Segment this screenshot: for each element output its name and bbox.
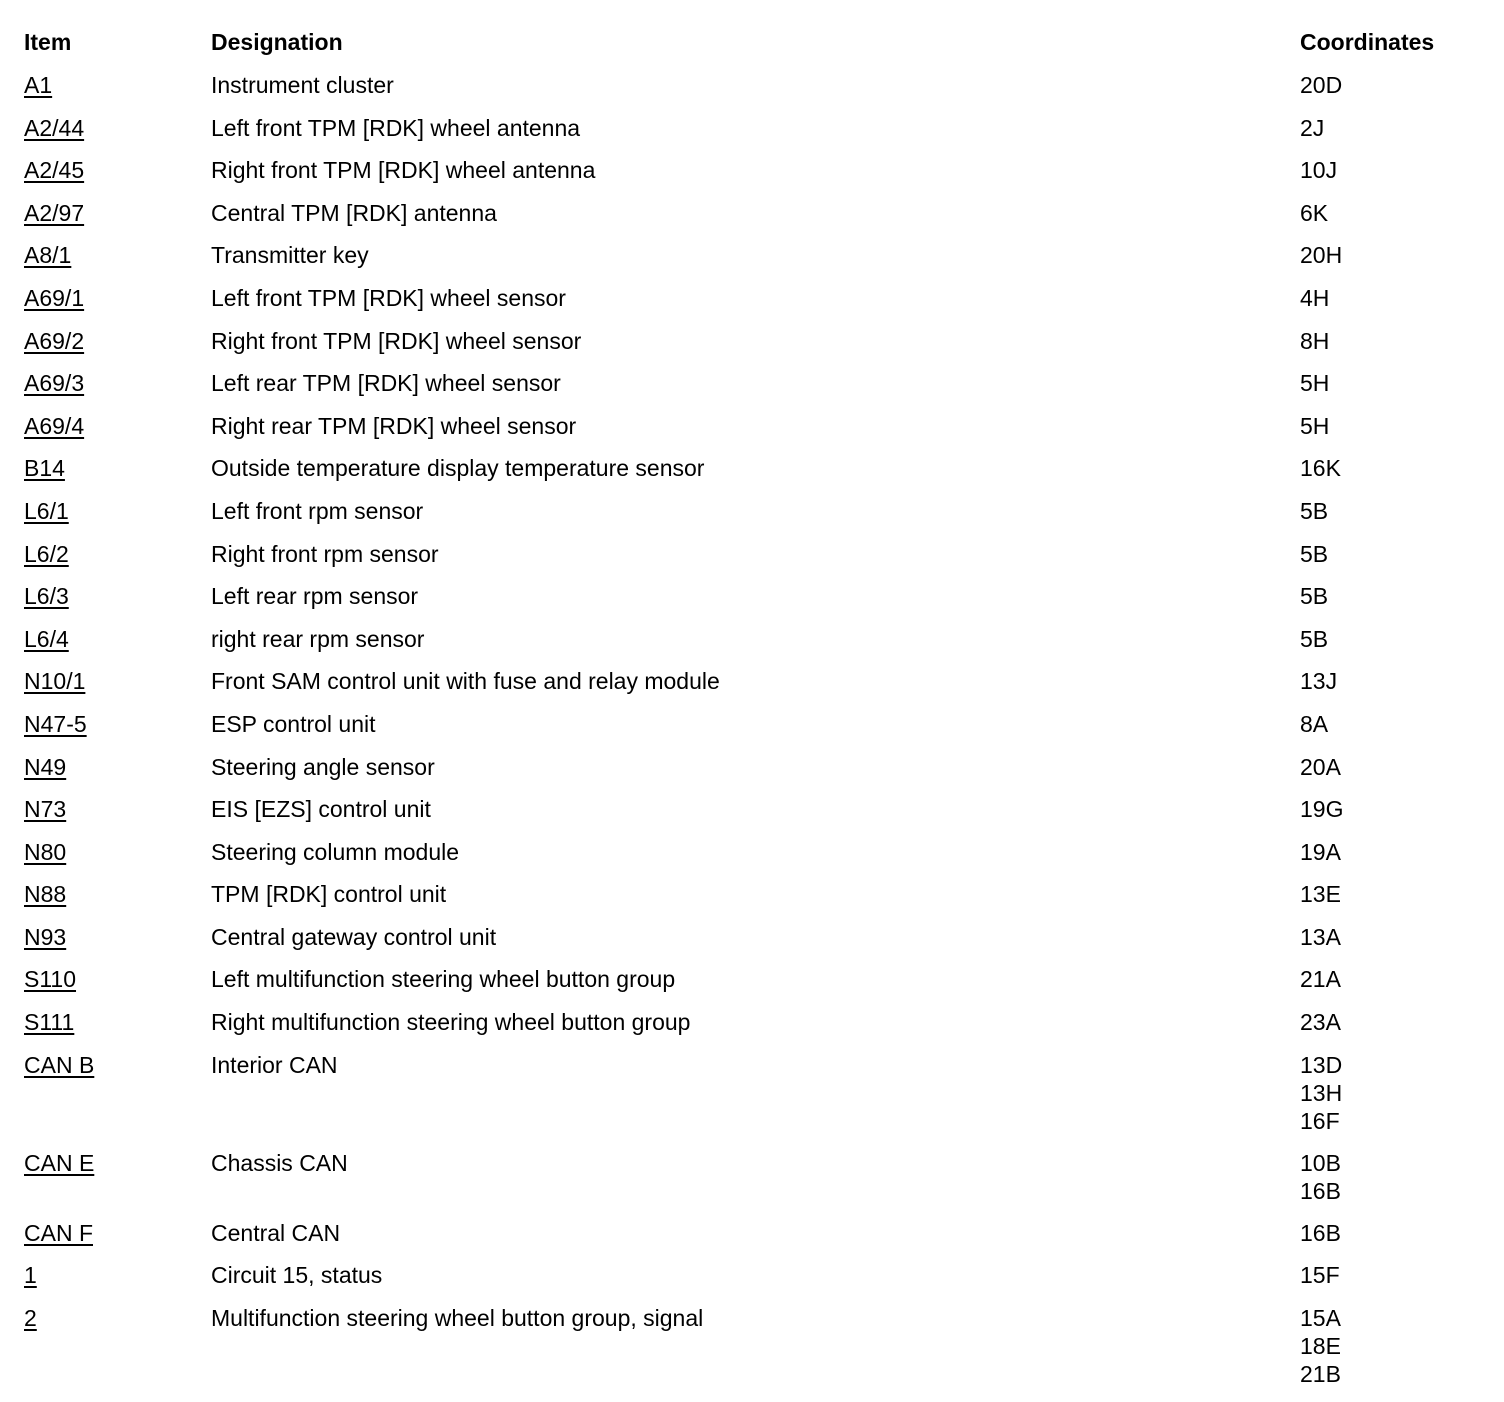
coordinate-value: 20A bbox=[1300, 753, 1341, 780]
item-cell bbox=[24, 199, 211, 227]
table-row bbox=[24, 497, 1484, 540]
coordinates-cell bbox=[1300, 369, 1484, 397]
table-row bbox=[24, 1149, 1484, 1219]
coordinate-value: 18E bbox=[1300, 1332, 1341, 1359]
item-cell bbox=[24, 1219, 211, 1247]
coordinates-cell bbox=[1300, 114, 1484, 142]
item-cell bbox=[24, 625, 211, 653]
item-cell bbox=[24, 923, 211, 951]
item-link[interactable]: N93 bbox=[24, 923, 67, 950]
designation-cell: Left multifunction steering wheel button group bbox=[211, 966, 676, 993]
coordinates-cell bbox=[1300, 667, 1484, 695]
item-link[interactable]: L6/4 bbox=[24, 625, 69, 652]
coordinates-cell bbox=[1300, 1051, 1484, 1135]
designation-cell: Right front TPM [RDK] wheel sensor bbox=[211, 327, 582, 354]
item-cell bbox=[24, 667, 211, 695]
table-row bbox=[24, 880, 1484, 923]
coordinates-cell bbox=[1300, 795, 1484, 823]
coordinate-value: 5H bbox=[1300, 370, 1330, 397]
table-body bbox=[24, 71, 1484, 1402]
item-cell bbox=[24, 327, 211, 355]
item-link[interactable]: L6/1 bbox=[24, 497, 69, 524]
coordinate-value: 8H bbox=[1300, 327, 1330, 354]
table-row bbox=[24, 156, 1484, 199]
item-link[interactable]: A69/4 bbox=[24, 412, 85, 439]
item-link[interactable]: N80 bbox=[24, 838, 67, 865]
coordinate-value: 13J bbox=[1300, 668, 1338, 695]
item-cell bbox=[24, 753, 211, 781]
designation-cell: Circuit 15, status bbox=[211, 1262, 383, 1289]
item-link[interactable]: CAN E bbox=[24, 1149, 95, 1176]
designation-cell: Right multifunction steering wheel button group bbox=[211, 1009, 691, 1036]
item-cell bbox=[24, 284, 211, 312]
item-cell bbox=[24, 1261, 211, 1289]
item-link[interactable]: A69/1 bbox=[24, 284, 85, 311]
table-row bbox=[24, 284, 1484, 327]
coordinate-value: 5B bbox=[1300, 540, 1329, 567]
item-cell bbox=[24, 412, 211, 440]
coordinates-cell bbox=[1300, 923, 1484, 951]
coordinate-value: 21A bbox=[1300, 966, 1341, 993]
coordinates-cell bbox=[1300, 497, 1484, 525]
designation-cell: TPM [RDK] control unit bbox=[211, 881, 447, 908]
designation-cell: Interior CAN bbox=[211, 1051, 338, 1078]
coordinate-value: 13E bbox=[1300, 881, 1341, 908]
coordinates-cell bbox=[1300, 241, 1484, 269]
coordinates-cell bbox=[1300, 1261, 1484, 1289]
coordinate-value: 2J bbox=[1300, 114, 1325, 141]
item-cell bbox=[24, 114, 211, 142]
designation-cell: EIS [EZS] control unit bbox=[211, 796, 431, 823]
item-link[interactable]: L6/2 bbox=[24, 540, 69, 567]
coordinate-value: 19A bbox=[1300, 838, 1341, 865]
table-row bbox=[24, 327, 1484, 370]
item-cell bbox=[24, 838, 211, 866]
coordinates-cell bbox=[1300, 199, 1484, 227]
designation-cell: ESP control unit bbox=[211, 710, 376, 737]
designation-cell: Steering angle sensor bbox=[211, 753, 435, 780]
item-link[interactable]: 2 bbox=[24, 1304, 37, 1331]
table-row bbox=[24, 1219, 1484, 1262]
item-cell bbox=[24, 1051, 211, 1079]
designation-cell: Left front TPM [RDK] wheel antenna bbox=[211, 114, 581, 141]
item-link[interactable]: 1 bbox=[24, 1262, 37, 1289]
table-row bbox=[24, 199, 1484, 242]
coordinate-value: 5B bbox=[1300, 583, 1329, 610]
coordinates-cell bbox=[1300, 965, 1484, 993]
item-link[interactable]: S111 bbox=[24, 1009, 75, 1036]
coordinates-cell bbox=[1300, 540, 1484, 568]
designation-cell: Right front rpm sensor bbox=[211, 540, 439, 567]
coordinate-value: 23A bbox=[1300, 1009, 1341, 1036]
coordinates-cell bbox=[1300, 1008, 1484, 1036]
coordinate-value: 15F bbox=[1300, 1262, 1340, 1289]
coordinate-value: 13D bbox=[1300, 1051, 1343, 1078]
designation-cell: Left front rpm sensor bbox=[211, 497, 424, 524]
table-row bbox=[24, 753, 1484, 796]
table-row bbox=[24, 1261, 1484, 1304]
coordinates-cell bbox=[1300, 412, 1484, 440]
item-link[interactable]: CAN B bbox=[24, 1051, 95, 1078]
item-cell bbox=[24, 795, 211, 823]
designation-cell: Left rear rpm sensor bbox=[211, 583, 419, 610]
coordinate-value: 10B bbox=[1300, 1149, 1341, 1176]
coordinate-value: 10J bbox=[1300, 157, 1338, 184]
coordinate-value: 16B bbox=[1300, 1219, 1341, 1246]
table-row bbox=[24, 412, 1484, 455]
designation-cell: Left front TPM [RDK] wheel sensor bbox=[211, 284, 566, 311]
table-row bbox=[24, 838, 1484, 881]
coordinates-cell bbox=[1300, 880, 1484, 908]
item-link[interactable]: CAN F bbox=[24, 1219, 93, 1246]
header-coordinates: Coordinates bbox=[1300, 29, 1435, 55]
designation-cell: Transmitter key bbox=[211, 242, 369, 269]
designation-cell: Outside temperature display temperature sensor bbox=[211, 455, 705, 482]
table-header bbox=[24, 28, 1484, 71]
table-row bbox=[24, 965, 1484, 1008]
item-link[interactable]: A8/1 bbox=[24, 242, 72, 269]
coordinate-value: 4H bbox=[1300, 284, 1330, 311]
item-link[interactable]: S110 bbox=[24, 966, 77, 993]
item-cell bbox=[24, 1149, 211, 1177]
coordinates-cell bbox=[1300, 454, 1484, 482]
header-item: Item bbox=[24, 29, 72, 55]
table-row bbox=[24, 241, 1484, 284]
item-link[interactable]: N49 bbox=[24, 753, 67, 780]
table-row bbox=[24, 369, 1484, 412]
header-designation: Designation bbox=[211, 29, 343, 55]
item-cell bbox=[24, 241, 211, 269]
item-link[interactable]: A1 bbox=[24, 72, 53, 98]
coordinates-cell bbox=[1300, 838, 1484, 866]
designation-cell: Right front TPM [RDK] wheel antenna bbox=[211, 157, 596, 184]
designation-cell: Central TPM [RDK] antenna bbox=[211, 199, 497, 226]
table-row bbox=[24, 71, 1484, 114]
coordinates-cell bbox=[1300, 625, 1484, 653]
table-row bbox=[24, 1051, 1484, 1149]
coordinate-value: 16K bbox=[1300, 455, 1341, 482]
designation-cell: Front SAM control unit with fuse and relay module bbox=[211, 668, 720, 695]
item-link[interactable]: L6/3 bbox=[24, 583, 69, 610]
coordinates-cell bbox=[1300, 1304, 1484, 1388]
designation-cell: Left rear TPM [RDK] wheel sensor bbox=[211, 370, 561, 397]
coordinates-cell bbox=[1300, 710, 1484, 738]
designation-cell: Central CAN bbox=[211, 1219, 341, 1246]
coordinate-value: 8A bbox=[1300, 710, 1329, 737]
coordinate-value: 13A bbox=[1300, 923, 1341, 950]
designation-cell: Steering column module bbox=[211, 838, 460, 865]
designation-cell: Right rear TPM [RDK] wheel sensor bbox=[211, 412, 577, 439]
table-row bbox=[24, 667, 1484, 710]
table-row bbox=[24, 540, 1484, 583]
coordinates-cell bbox=[1300, 71, 1484, 99]
item-cell bbox=[24, 1008, 211, 1036]
coordinate-value: 6K bbox=[1300, 199, 1329, 226]
item-link[interactable]: N73 bbox=[24, 796, 67, 823]
item-link[interactable]: A2/45 bbox=[24, 157, 85, 184]
table-row bbox=[24, 1304, 1484, 1402]
coordinate-value: 20D bbox=[1300, 72, 1343, 98]
item-cell bbox=[24, 369, 211, 397]
legend-table bbox=[24, 28, 1484, 1402]
coordinates-cell bbox=[1300, 582, 1484, 610]
coordinates-cell bbox=[1300, 156, 1484, 184]
coordinate-value: 21B bbox=[1300, 1360, 1341, 1387]
item-cell bbox=[24, 540, 211, 568]
coordinate-value: 16F bbox=[1300, 1107, 1340, 1134]
item-link[interactable]: A69/3 bbox=[24, 370, 85, 397]
table-row bbox=[24, 710, 1484, 753]
coordinate-value: 20H bbox=[1300, 242, 1343, 269]
item-cell bbox=[24, 880, 211, 908]
item-link[interactable]: B14 bbox=[24, 455, 65, 482]
coordinates-cell bbox=[1300, 284, 1484, 312]
designation-cell: Central gateway control unit bbox=[211, 923, 497, 950]
item-link[interactable]: N47-5 bbox=[24, 710, 87, 737]
item-link[interactable]: A69/2 bbox=[24, 327, 85, 354]
coordinates-cell bbox=[1300, 1149, 1484, 1205]
coordinates-cell bbox=[1300, 327, 1484, 355]
table-row bbox=[24, 1008, 1484, 1051]
item-link[interactable]: A2/97 bbox=[24, 199, 85, 226]
item-cell bbox=[24, 1304, 211, 1332]
item-cell bbox=[24, 965, 211, 993]
table-row bbox=[24, 454, 1484, 497]
item-cell bbox=[24, 71, 211, 99]
coordinate-value: 15A bbox=[1300, 1304, 1341, 1331]
table-row bbox=[24, 923, 1484, 966]
designation-cell: Multifunction steering wheel button group, signal bbox=[211, 1304, 704, 1331]
coordinate-value: 5B bbox=[1300, 625, 1329, 652]
designation-cell: Chassis CAN bbox=[211, 1149, 348, 1176]
item-cell bbox=[24, 582, 211, 610]
item-link[interactable]: N10/1 bbox=[24, 668, 86, 695]
table-row bbox=[24, 795, 1484, 838]
coordinate-value: 16B bbox=[1300, 1177, 1341, 1204]
item-cell bbox=[24, 497, 211, 525]
item-link[interactable]: N88 bbox=[24, 881, 67, 908]
item-link[interactable]: A2/44 bbox=[24, 114, 85, 141]
item-cell bbox=[24, 710, 211, 738]
item-cell bbox=[24, 156, 211, 184]
designation-cell: Instrument cluster bbox=[211, 72, 394, 98]
coordinate-value: 5B bbox=[1300, 497, 1329, 524]
coordinate-value: 5H bbox=[1300, 412, 1330, 439]
coordinates-cell bbox=[1300, 1219, 1484, 1247]
coordinates-cell bbox=[1300, 753, 1484, 781]
item-cell bbox=[24, 454, 211, 482]
coordinate-value: 13H bbox=[1300, 1079, 1343, 1106]
table-row bbox=[24, 114, 1484, 157]
coordinate-value: 19G bbox=[1300, 796, 1344, 823]
table-row bbox=[24, 625, 1484, 668]
table-row bbox=[24, 582, 1484, 625]
designation-cell: right rear rpm sensor bbox=[211, 625, 425, 652]
